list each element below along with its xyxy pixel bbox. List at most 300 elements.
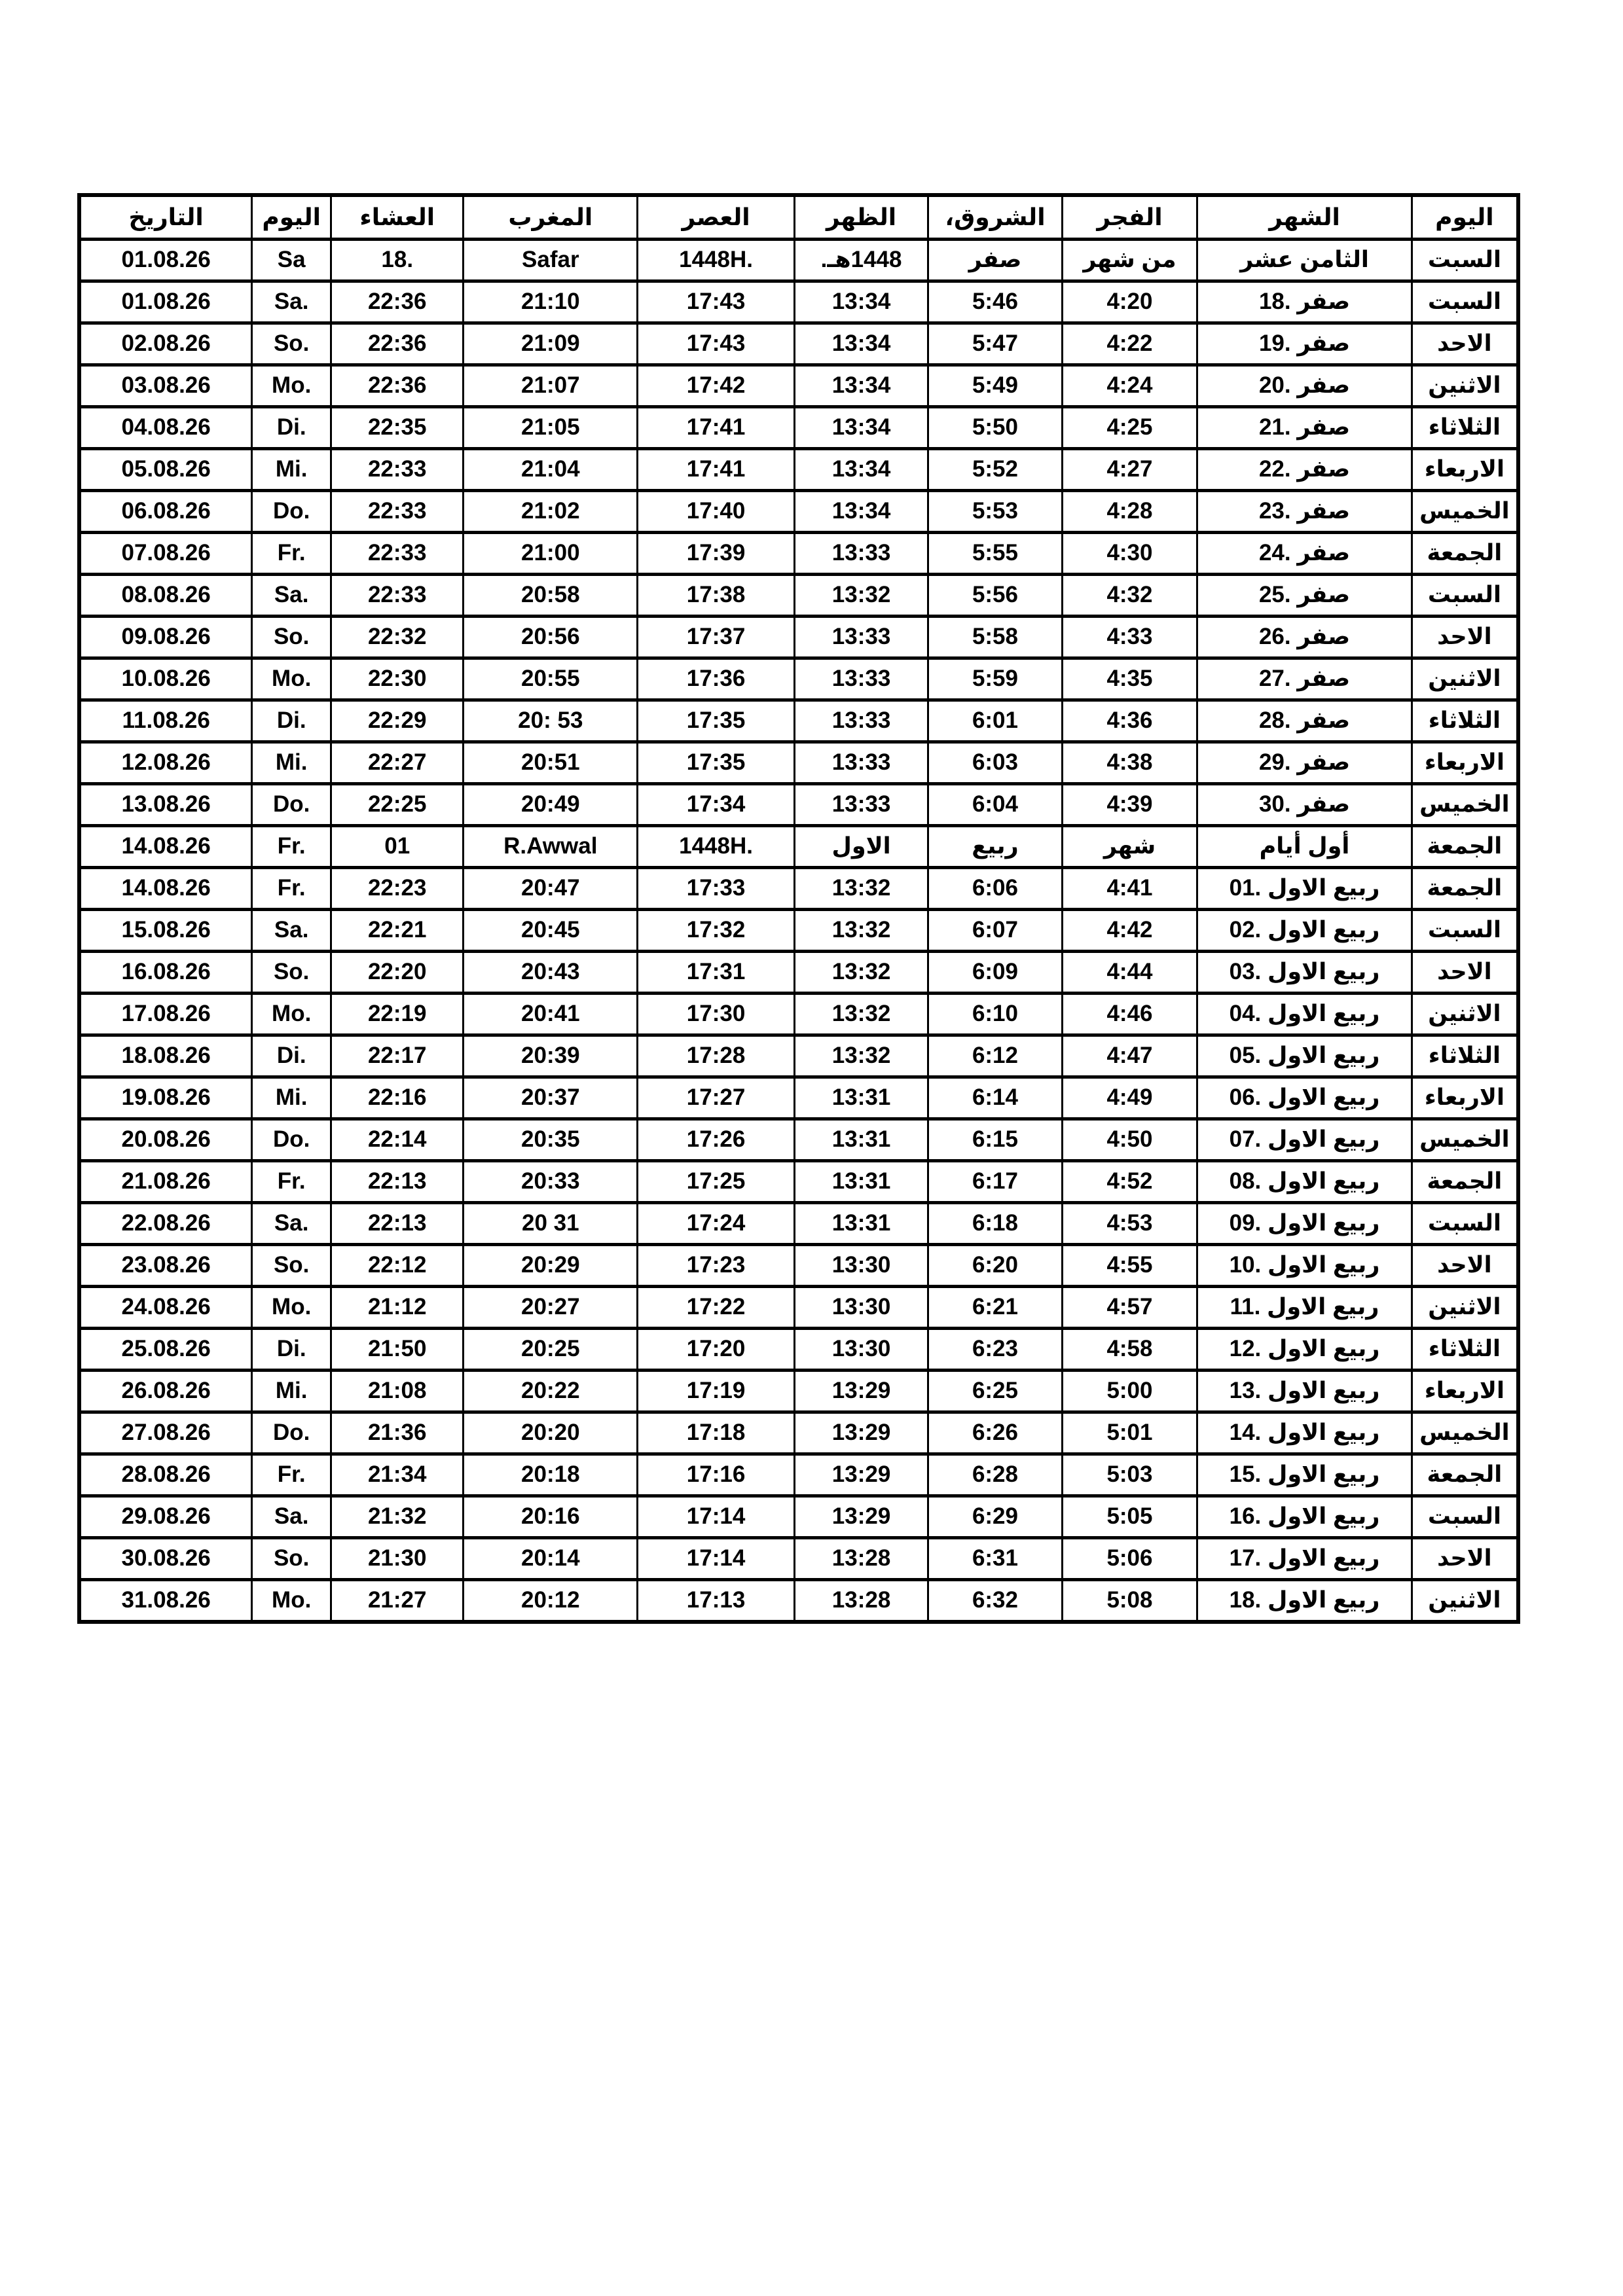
cell-isha: 22:29 xyxy=(331,700,464,742)
cell-date: 15.08.26 xyxy=(79,910,252,952)
cell-day-arabic: الخميس xyxy=(1412,1412,1518,1454)
table-row xyxy=(79,365,1518,407)
cell-dhuhr: 13:32 xyxy=(794,1035,928,1077)
cell-shuruq: 6:20 xyxy=(928,1245,1062,1287)
cell-dhuhr: 13:30 xyxy=(794,1329,928,1371)
cell-maghrib: 21:07 xyxy=(464,365,638,407)
cell-hijri-month: 24. صفر xyxy=(1197,533,1412,575)
table-row xyxy=(79,1161,1518,1203)
cell-asr: 1448H. xyxy=(638,826,795,868)
cell-shuruq: 6:07 xyxy=(928,910,1062,952)
cell-hijri-month: 16. ربيع الاول xyxy=(1197,1496,1412,1538)
cell-dhuhr: 13:28 xyxy=(794,1538,928,1580)
cell-fajr: 4:25 xyxy=(1062,407,1197,449)
cell-dhuhr: 13:33 xyxy=(794,742,928,784)
cell-shuruq: 6:31 xyxy=(928,1538,1062,1580)
cell-day-arabic: الاحد xyxy=(1412,1245,1518,1287)
cell-date: 25.08.26 xyxy=(79,1329,252,1371)
cell-day-arabic: الجمعة xyxy=(1412,868,1518,910)
cell-maghrib: 20:16 xyxy=(464,1496,638,1538)
cell-date: 13.08.26 xyxy=(79,784,252,826)
cell-dhuhr: 13:31 xyxy=(794,1119,928,1161)
cell-fajr: 4:36 xyxy=(1062,700,1197,742)
cell-hijri-month: 21. صفر xyxy=(1197,407,1412,449)
cell-shuruq: 6:04 xyxy=(928,784,1062,826)
cell-asr: 17:18 xyxy=(638,1412,795,1454)
cell-asr: 17:33 xyxy=(638,868,795,910)
cell-isha: 22:17 xyxy=(331,1035,464,1077)
cell-hijri-month: 20. صفر xyxy=(1197,365,1412,407)
cell-day-arabic: السبت xyxy=(1412,1496,1518,1538)
cell-dhuhr: 13:31 xyxy=(794,1161,928,1203)
cell-hijri-month: 17. ربيع الاول xyxy=(1197,1538,1412,1580)
cell-asr: 17:27 xyxy=(638,1077,795,1119)
cell-isha: 22:12 xyxy=(331,1245,464,1287)
cell-shuruq: 6:12 xyxy=(928,1035,1062,1077)
cell-day-abbr: Sa xyxy=(252,240,331,281)
cell-day-abbr: Do. xyxy=(252,491,331,533)
cell-day-abbr: Do. xyxy=(252,784,331,826)
cell-hijri-month: 09. ربيع الاول xyxy=(1197,1203,1412,1245)
cell-date: 29.08.26 xyxy=(79,1496,252,1538)
col-header-asr: العصر xyxy=(638,195,795,240)
cell-fajr: 4:28 xyxy=(1062,491,1197,533)
cell-shuruq: 5:56 xyxy=(928,575,1062,617)
cell-hijri-month: 11. ربيع الاول xyxy=(1197,1287,1412,1329)
cell-dhuhr: 13:28 xyxy=(794,1580,928,1623)
cell-isha: 22:32 xyxy=(331,617,464,658)
cell-hijri-month: 13. ربيع الاول xyxy=(1197,1371,1412,1412)
cell-day-abbr: Di. xyxy=(252,407,331,449)
table-row xyxy=(79,1245,1518,1287)
table-row xyxy=(79,1035,1518,1077)
cell-shuruq: 6:14 xyxy=(928,1077,1062,1119)
cell-day-arabic: الخميس xyxy=(1412,1119,1518,1161)
cell-day-arabic: الثلاثاء xyxy=(1412,700,1518,742)
cell-day-arabic: الاثنين xyxy=(1412,658,1518,700)
cell-dhuhr: 13:31 xyxy=(794,1203,928,1245)
cell-hijri-month: 03. ربيع الاول xyxy=(1197,952,1412,994)
cell-day-abbr: Sa. xyxy=(252,1203,331,1245)
cell-asr: 17:37 xyxy=(638,617,795,658)
cell-isha: 22:36 xyxy=(331,365,464,407)
cell-hijri-month: 19. صفر xyxy=(1197,323,1412,365)
cell-asr: 17:31 xyxy=(638,952,795,994)
cell-hijri-month: 04. ربيع الاول xyxy=(1197,994,1412,1035)
cell-asr: 17:14 xyxy=(638,1538,795,1580)
cell-fajr: 5:01 xyxy=(1062,1412,1197,1454)
cell-dhuhr: 13:34 xyxy=(794,323,928,365)
cell-maghrib: 20:27 xyxy=(464,1287,638,1329)
cell-day-abbr: Di. xyxy=(252,1035,331,1077)
cell-date: 01.08.26 xyxy=(79,240,252,281)
cell-maghrib: R.Awwal xyxy=(464,826,638,868)
cell-isha: 21:34 xyxy=(331,1454,464,1496)
cell-asr: 17:19 xyxy=(638,1371,795,1412)
cell-shuruq: 5:55 xyxy=(928,533,1062,575)
cell-hijri-month: 18. ربيع الاول xyxy=(1197,1580,1412,1623)
cell-fajr: 4:52 xyxy=(1062,1161,1197,1203)
cell-hijri-month: 07. ربيع الاول xyxy=(1197,1119,1412,1161)
cell-date: 07.08.26 xyxy=(79,533,252,575)
cell-maghrib: 21:09 xyxy=(464,323,638,365)
table-row xyxy=(79,1077,1518,1119)
cell-day-arabic: الاحد xyxy=(1412,1538,1518,1580)
cell-asr: 17:35 xyxy=(638,700,795,742)
cell-fajr: 4:22 xyxy=(1062,323,1197,365)
table-row xyxy=(79,700,1518,742)
cell-hijri-month: 08. ربيع الاول xyxy=(1197,1161,1412,1203)
cell-fajr: 4:47 xyxy=(1062,1035,1197,1077)
cell-fajr: 5:03 xyxy=(1062,1454,1197,1496)
cell-shuruq: 6:18 xyxy=(928,1203,1062,1245)
cell-fajr: 4:49 xyxy=(1062,1077,1197,1119)
col-header-dhuhr: الظهر xyxy=(794,195,928,240)
table-body xyxy=(79,240,1518,1623)
cell-fajr: 5:05 xyxy=(1062,1496,1197,1538)
cell-hijri-month: 30. صفر xyxy=(1197,784,1412,826)
cell-maghrib: 20:43 xyxy=(464,952,638,994)
cell-shuruq: 5:59 xyxy=(928,658,1062,700)
cell-dhuhr: 13:29 xyxy=(794,1412,928,1454)
cell-maghrib: 20:37 xyxy=(464,1077,638,1119)
cell-isha: 21:12 xyxy=(331,1287,464,1329)
cell-hijri-month: الثامن عشر xyxy=(1197,240,1412,281)
cell-shuruq: 6:21 xyxy=(928,1287,1062,1329)
cell-date: 24.08.26 xyxy=(79,1287,252,1329)
cell-day-abbr: Do. xyxy=(252,1119,331,1161)
cell-maghrib: 21:02 xyxy=(464,491,638,533)
col-header-hijri-month: الشهر xyxy=(1197,195,1412,240)
cell-date: 23.08.26 xyxy=(79,1245,252,1287)
cell-hijri-month: 12. ربيع الاول xyxy=(1197,1329,1412,1371)
cell-asr: 17:25 xyxy=(638,1161,795,1203)
cell-isha: 22:13 xyxy=(331,1203,464,1245)
cell-maghrib: 20:25 xyxy=(464,1329,638,1371)
cell-date: 10.08.26 xyxy=(79,658,252,700)
cell-date: 31.08.26 xyxy=(79,1580,252,1623)
cell-dhuhr: 13:34 xyxy=(794,407,928,449)
cell-maghrib: 21:04 xyxy=(464,449,638,491)
cell-maghrib: 20:49 xyxy=(464,784,638,826)
cell-fajr: 4:50 xyxy=(1062,1119,1197,1161)
cell-asr: 17:23 xyxy=(638,1245,795,1287)
cell-date: 28.08.26 xyxy=(79,1454,252,1496)
cell-shuruq: 6:01 xyxy=(928,700,1062,742)
cell-date: 18.08.26 xyxy=(79,1035,252,1077)
cell-day-abbr: Sa. xyxy=(252,281,331,323)
table-row xyxy=(79,1329,1518,1371)
cell-maghrib: 21:05 xyxy=(464,407,638,449)
cell-hijri-month: 14. ربيع الاول xyxy=(1197,1412,1412,1454)
cell-shuruq: ربيع xyxy=(928,826,1062,868)
cell-isha: 22:33 xyxy=(331,449,464,491)
cell-maghrib: Safar xyxy=(464,240,638,281)
cell-dhuhr: 13:29 xyxy=(794,1454,928,1496)
cell-day-arabic: الاثنين xyxy=(1412,365,1518,407)
cell-day-arabic: الاربعاء xyxy=(1412,742,1518,784)
cell-asr: 17:42 xyxy=(638,365,795,407)
cell-shuruq: 6:26 xyxy=(928,1412,1062,1454)
cell-day-arabic: السبت xyxy=(1412,1203,1518,1245)
table-header-row xyxy=(79,195,1518,240)
cell-fajr: 4:32 xyxy=(1062,575,1197,617)
cell-asr: 1448H. xyxy=(638,240,795,281)
cell-date: 11.08.26 xyxy=(79,700,252,742)
cell-asr: 17:43 xyxy=(638,281,795,323)
cell-asr: 17:35 xyxy=(638,742,795,784)
table-row xyxy=(79,533,1518,575)
table-row xyxy=(79,658,1518,700)
cell-asr: 17:41 xyxy=(638,407,795,449)
cell-day-arabic: الاثنين xyxy=(1412,1580,1518,1623)
col-header-isha: العشاء xyxy=(331,195,464,240)
cell-dhuhr: 13:34 xyxy=(794,281,928,323)
cell-day-arabic: السبت xyxy=(1412,240,1518,281)
table-row xyxy=(79,1119,1518,1161)
cell-day-abbr: Mo. xyxy=(252,658,331,700)
cell-maghrib: 20:29 xyxy=(464,1245,638,1287)
cell-asr: 17:39 xyxy=(638,533,795,575)
cell-dhuhr: 13:34 xyxy=(794,449,928,491)
cell-date: 30.08.26 xyxy=(79,1538,252,1580)
table-row xyxy=(79,784,1518,826)
cell-hijri-month: أول أيام xyxy=(1197,826,1412,868)
cell-day-arabic: الاحد xyxy=(1412,617,1518,658)
col-header-day-arabic: اليوم xyxy=(1412,195,1518,240)
cell-shuruq: 5:46 xyxy=(928,281,1062,323)
cell-maghrib: 20: 53 xyxy=(464,700,638,742)
cell-day-arabic: الاحد xyxy=(1412,323,1518,365)
cell-date: 03.08.26 xyxy=(79,365,252,407)
cell-day-arabic: الثلاثاء xyxy=(1412,1035,1518,1077)
cell-date: 19.08.26 xyxy=(79,1077,252,1119)
cell-day-arabic: الاربعاء xyxy=(1412,449,1518,491)
cell-fajr: 4:55 xyxy=(1062,1245,1197,1287)
cell-shuruq: 6:28 xyxy=(928,1454,1062,1496)
cell-maghrib: 20:41 xyxy=(464,994,638,1035)
cell-fajr: 4:39 xyxy=(1062,784,1197,826)
col-header-shuruq: الشروق، xyxy=(928,195,1062,240)
cell-day-abbr: Mo. xyxy=(252,994,331,1035)
cell-date: 06.08.26 xyxy=(79,491,252,533)
cell-day-abbr: Mi. xyxy=(252,1077,331,1119)
cell-fajr: 4:53 xyxy=(1062,1203,1197,1245)
cell-fajr: 5:00 xyxy=(1062,1371,1197,1412)
cell-maghrib: 20:45 xyxy=(464,910,638,952)
cell-isha: 21:50 xyxy=(331,1329,464,1371)
table-row xyxy=(79,1287,1518,1329)
cell-date: 08.08.26 xyxy=(79,575,252,617)
cell-dhuhr: 13:29 xyxy=(794,1496,928,1538)
cell-isha: 22:27 xyxy=(331,742,464,784)
cell-isha: 21:36 xyxy=(331,1412,464,1454)
cell-shuruq: 5:58 xyxy=(928,617,1062,658)
cell-day-arabic: الاحد xyxy=(1412,952,1518,994)
cell-dhuhr: 13:33 xyxy=(794,533,928,575)
cell-shuruq: 6:09 xyxy=(928,952,1062,994)
cell-asr: 17:38 xyxy=(638,575,795,617)
cell-maghrib: 20:33 xyxy=(464,1161,638,1203)
cell-isha: 22:25 xyxy=(331,784,464,826)
cell-asr: 17:20 xyxy=(638,1329,795,1371)
table-row xyxy=(79,1496,1518,1538)
cell-day-abbr: Fr. xyxy=(252,826,331,868)
table-row xyxy=(79,575,1518,617)
cell-date: 02.08.26 xyxy=(79,323,252,365)
cell-day-arabic: الخميس xyxy=(1412,784,1518,826)
table-row xyxy=(79,826,1518,868)
cell-hijri-month: 18. صفر xyxy=(1197,281,1412,323)
cell-hijri-month: 22. صفر xyxy=(1197,449,1412,491)
cell-date: 16.08.26 xyxy=(79,952,252,994)
cell-asr: 17:36 xyxy=(638,658,795,700)
table-row xyxy=(79,449,1518,491)
cell-date: 09.08.26 xyxy=(79,617,252,658)
cell-dhuhr: 13:32 xyxy=(794,575,928,617)
cell-date: 27.08.26 xyxy=(79,1412,252,1454)
cell-shuruq: 6:23 xyxy=(928,1329,1062,1371)
cell-fajr: 4:27 xyxy=(1062,449,1197,491)
cell-day-abbr: Mi. xyxy=(252,742,331,784)
cell-date: 12.08.26 xyxy=(79,742,252,784)
table-row xyxy=(79,407,1518,449)
cell-dhuhr: 13:33 xyxy=(794,658,928,700)
cell-hijri-month: 25. صفر xyxy=(1197,575,1412,617)
cell-maghrib: 20:22 xyxy=(464,1371,638,1412)
cell-asr: 17:24 xyxy=(638,1203,795,1245)
cell-hijri-month: 28. صفر xyxy=(1197,700,1412,742)
cell-maghrib: 20 31 xyxy=(464,1203,638,1245)
cell-day-abbr: Sa. xyxy=(252,575,331,617)
cell-fajr: 4:20 xyxy=(1062,281,1197,323)
cell-asr: 17:34 xyxy=(638,784,795,826)
table-row xyxy=(79,1203,1518,1245)
cell-asr: 17:28 xyxy=(638,1035,795,1077)
cell-isha: 22:20 xyxy=(331,952,464,994)
table-row xyxy=(79,952,1518,994)
cell-shuruq: 5:53 xyxy=(928,491,1062,533)
cell-day-arabic: الجمعة xyxy=(1412,1161,1518,1203)
cell-date: 04.08.26 xyxy=(79,407,252,449)
cell-hijri-month: 05. ربيع الاول xyxy=(1197,1035,1412,1077)
col-header-date: التاريخ xyxy=(79,195,252,240)
cell-day-abbr: Mo. xyxy=(252,1287,331,1329)
cell-day-arabic: الثلاثاء xyxy=(1412,407,1518,449)
cell-dhuhr: 13:33 xyxy=(794,700,928,742)
cell-day-abbr: Mo. xyxy=(252,365,331,407)
cell-dhuhr: 13:31 xyxy=(794,1077,928,1119)
cell-day-arabic: الثلاثاء xyxy=(1412,1329,1518,1371)
cell-maghrib: 20:18 xyxy=(464,1454,638,1496)
cell-asr: 17:26 xyxy=(638,1119,795,1161)
cell-day-abbr: Mo. xyxy=(252,1580,331,1623)
cell-shuruq: 6:15 xyxy=(928,1119,1062,1161)
cell-day-arabic: الخميس xyxy=(1412,491,1518,533)
cell-asr: 17:32 xyxy=(638,910,795,952)
cell-maghrib: 20:20 xyxy=(464,1412,638,1454)
cell-maghrib: 21:10 xyxy=(464,281,638,323)
cell-dhuhr: 13:32 xyxy=(794,868,928,910)
cell-fajr: 4:58 xyxy=(1062,1329,1197,1371)
cell-isha: 22:13 xyxy=(331,1161,464,1203)
cell-fajr: 4:33 xyxy=(1062,617,1197,658)
cell-fajr: 4:30 xyxy=(1062,533,1197,575)
table-header-row xyxy=(79,195,1518,240)
table-row xyxy=(79,240,1518,281)
cell-isha: 22:19 xyxy=(331,994,464,1035)
cell-shuruq: 6:06 xyxy=(928,868,1062,910)
cell-day-abbr: So. xyxy=(252,1245,331,1287)
cell-day-arabic: الاربعاء xyxy=(1412,1371,1518,1412)
cell-isha: 21:30 xyxy=(331,1538,464,1580)
cell-day-arabic: السبت xyxy=(1412,910,1518,952)
cell-day-abbr: So. xyxy=(252,617,331,658)
cell-day-arabic: الاثنين xyxy=(1412,994,1518,1035)
cell-day-abbr: So. xyxy=(252,323,331,365)
cell-isha: 22:30 xyxy=(331,658,464,700)
cell-hijri-month: 01. ربيع الاول xyxy=(1197,868,1412,910)
table-row xyxy=(79,868,1518,910)
cell-date: 21.08.26 xyxy=(79,1161,252,1203)
cell-hijri-month: 29. صفر xyxy=(1197,742,1412,784)
cell-isha: 21:27 xyxy=(331,1580,464,1623)
cell-asr: 17:14 xyxy=(638,1496,795,1538)
cell-day-abbr: Sa. xyxy=(252,910,331,952)
col-header-day-abbr: اليوم xyxy=(252,195,331,240)
cell-dhuhr: 13:32 xyxy=(794,952,928,994)
cell-fajr: 4:57 xyxy=(1062,1287,1197,1329)
cell-date: 14.08.26 xyxy=(79,826,252,868)
cell-day-arabic: السبت xyxy=(1412,575,1518,617)
cell-dhuhr: 13:34 xyxy=(794,491,928,533)
cell-isha: 01 xyxy=(331,826,464,868)
cell-shuruq: 5:50 xyxy=(928,407,1062,449)
cell-day-abbr: Fr. xyxy=(252,1161,331,1203)
cell-maghrib: 20:58 xyxy=(464,575,638,617)
cell-isha: 22:33 xyxy=(331,491,464,533)
cell-shuruq: 6:03 xyxy=(928,742,1062,784)
cell-shuruq: 6:32 xyxy=(928,1580,1062,1623)
cell-maghrib: 20:47 xyxy=(464,868,638,910)
cell-fajr: 4:44 xyxy=(1062,952,1197,994)
cell-day-arabic: الجمعة xyxy=(1412,1454,1518,1496)
cell-shuruq: 6:29 xyxy=(928,1496,1062,1538)
cell-isha: 22:23 xyxy=(331,868,464,910)
cell-isha: 22:16 xyxy=(331,1077,464,1119)
cell-dhuhr: 13:33 xyxy=(794,617,928,658)
cell-day-arabic: الاثنين xyxy=(1412,1287,1518,1329)
cell-fajr: 5:06 xyxy=(1062,1538,1197,1580)
table-row xyxy=(79,1454,1518,1496)
cell-shuruq: صفر xyxy=(928,240,1062,281)
cell-day-abbr: So. xyxy=(252,1538,331,1580)
cell-fajr: 5:08 xyxy=(1062,1580,1197,1623)
cell-fajr: شهر xyxy=(1062,826,1197,868)
cell-isha: 22:21 xyxy=(331,910,464,952)
cell-asr: 17:41 xyxy=(638,449,795,491)
cell-day-abbr: Di. xyxy=(252,700,331,742)
cell-asr: 17:16 xyxy=(638,1454,795,1496)
cell-day-abbr: So. xyxy=(252,952,331,994)
cell-day-abbr: Do. xyxy=(252,1412,331,1454)
cell-fajr: 4:42 xyxy=(1062,910,1197,952)
cell-dhuhr: 13:30 xyxy=(794,1245,928,1287)
cell-fajr: 4:41 xyxy=(1062,868,1197,910)
table-row xyxy=(79,491,1518,533)
cell-dhuhr: 13:30 xyxy=(794,1287,928,1329)
cell-shuruq: 6:17 xyxy=(928,1161,1062,1203)
